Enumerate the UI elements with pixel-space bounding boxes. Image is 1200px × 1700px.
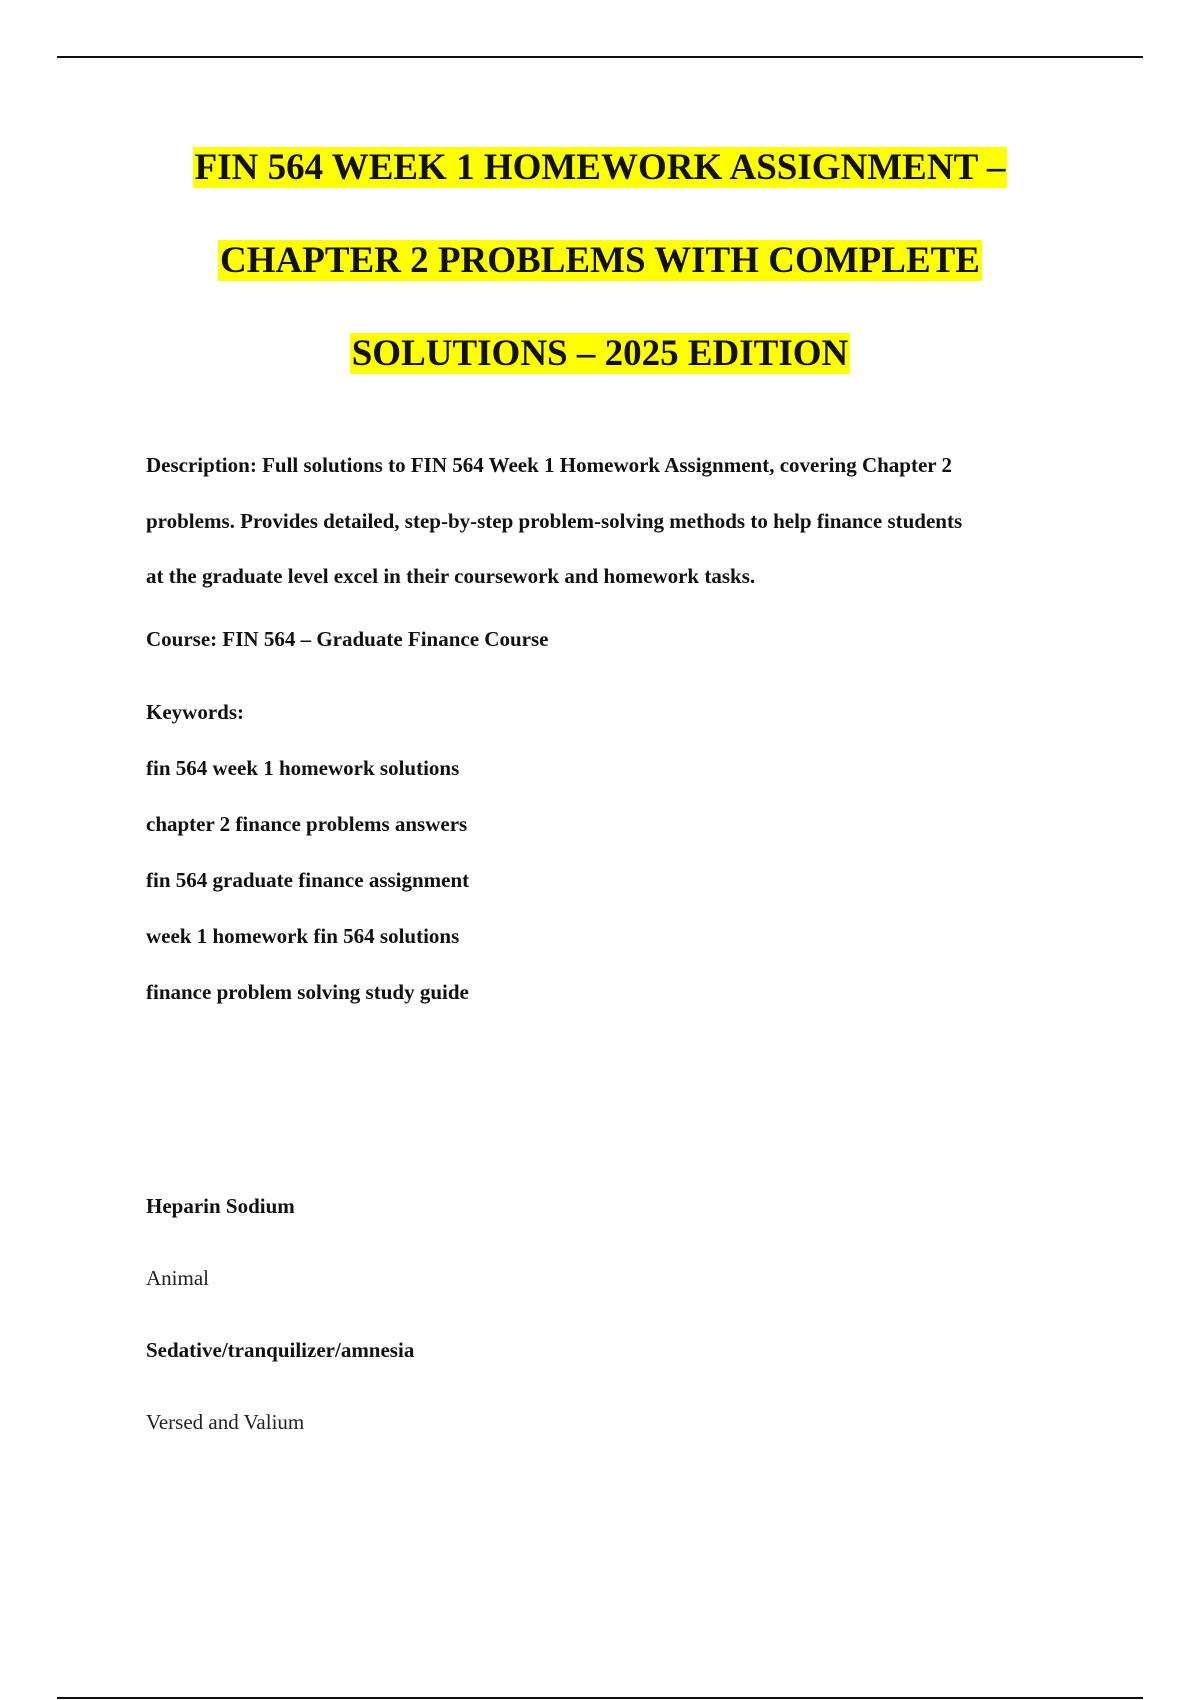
- document-body: [146, 438, 1096, 1442]
- title-line: [57, 329, 1143, 422]
- keyword-item: fin 564 graduate finance assignment: [146, 867, 470, 892]
- bottom-divider: [57, 1697, 1143, 1699]
- description-line: at the graduate level excel in their coursework and homework tasks.: [146, 564, 756, 588]
- title-line: [57, 236, 1143, 329]
- description: [146, 438, 1096, 605]
- keywords-label: Keywords:: [146, 699, 244, 724]
- description-line: Description: Full solutions to FIN 564 Week 1 Homework Assignment, covering Chapter 2: [146, 453, 952, 477]
- flashcard-term: Sedative/tranquilizer/amnesia: [146, 1337, 415, 1362]
- keyword-item: fin 564 week 1 homework solutions: [146, 755, 460, 780]
- flashcard-answer: Versed and Valium: [146, 1409, 305, 1434]
- flashcard-term: Heparin Sodium: [146, 1193, 295, 1218]
- keyword-item: week 1 homework fin 564 solutions: [146, 923, 460, 948]
- top-divider: [57, 56, 1143, 58]
- title-line: [57, 143, 1143, 236]
- keywords-list: [146, 748, 1096, 1028]
- course-line: Course: FIN 564 – Graduate Finance Course: [146, 626, 549, 651]
- keyword-item: finance problem solving study guide: [146, 979, 469, 1004]
- description-line: problems. Provides detailed, step-by-step problem-solving methods to help finance students: [146, 508, 963, 533]
- document-title: [57, 143, 1143, 422]
- title-line-text: SOLUTIONS – 2025 EDITION: [351, 333, 849, 374]
- keyword-item: chapter 2 finance problems answers: [146, 811, 468, 836]
- title-line-text: FIN 564 WEEK 1 HOMEWORK ASSIGNMENT –: [194, 147, 1006, 188]
- title-line-text: CHAPTER 2 PROBLEMS WITH COMPLETE: [220, 240, 980, 281]
- flashcard-answer: Animal: [146, 1265, 209, 1290]
